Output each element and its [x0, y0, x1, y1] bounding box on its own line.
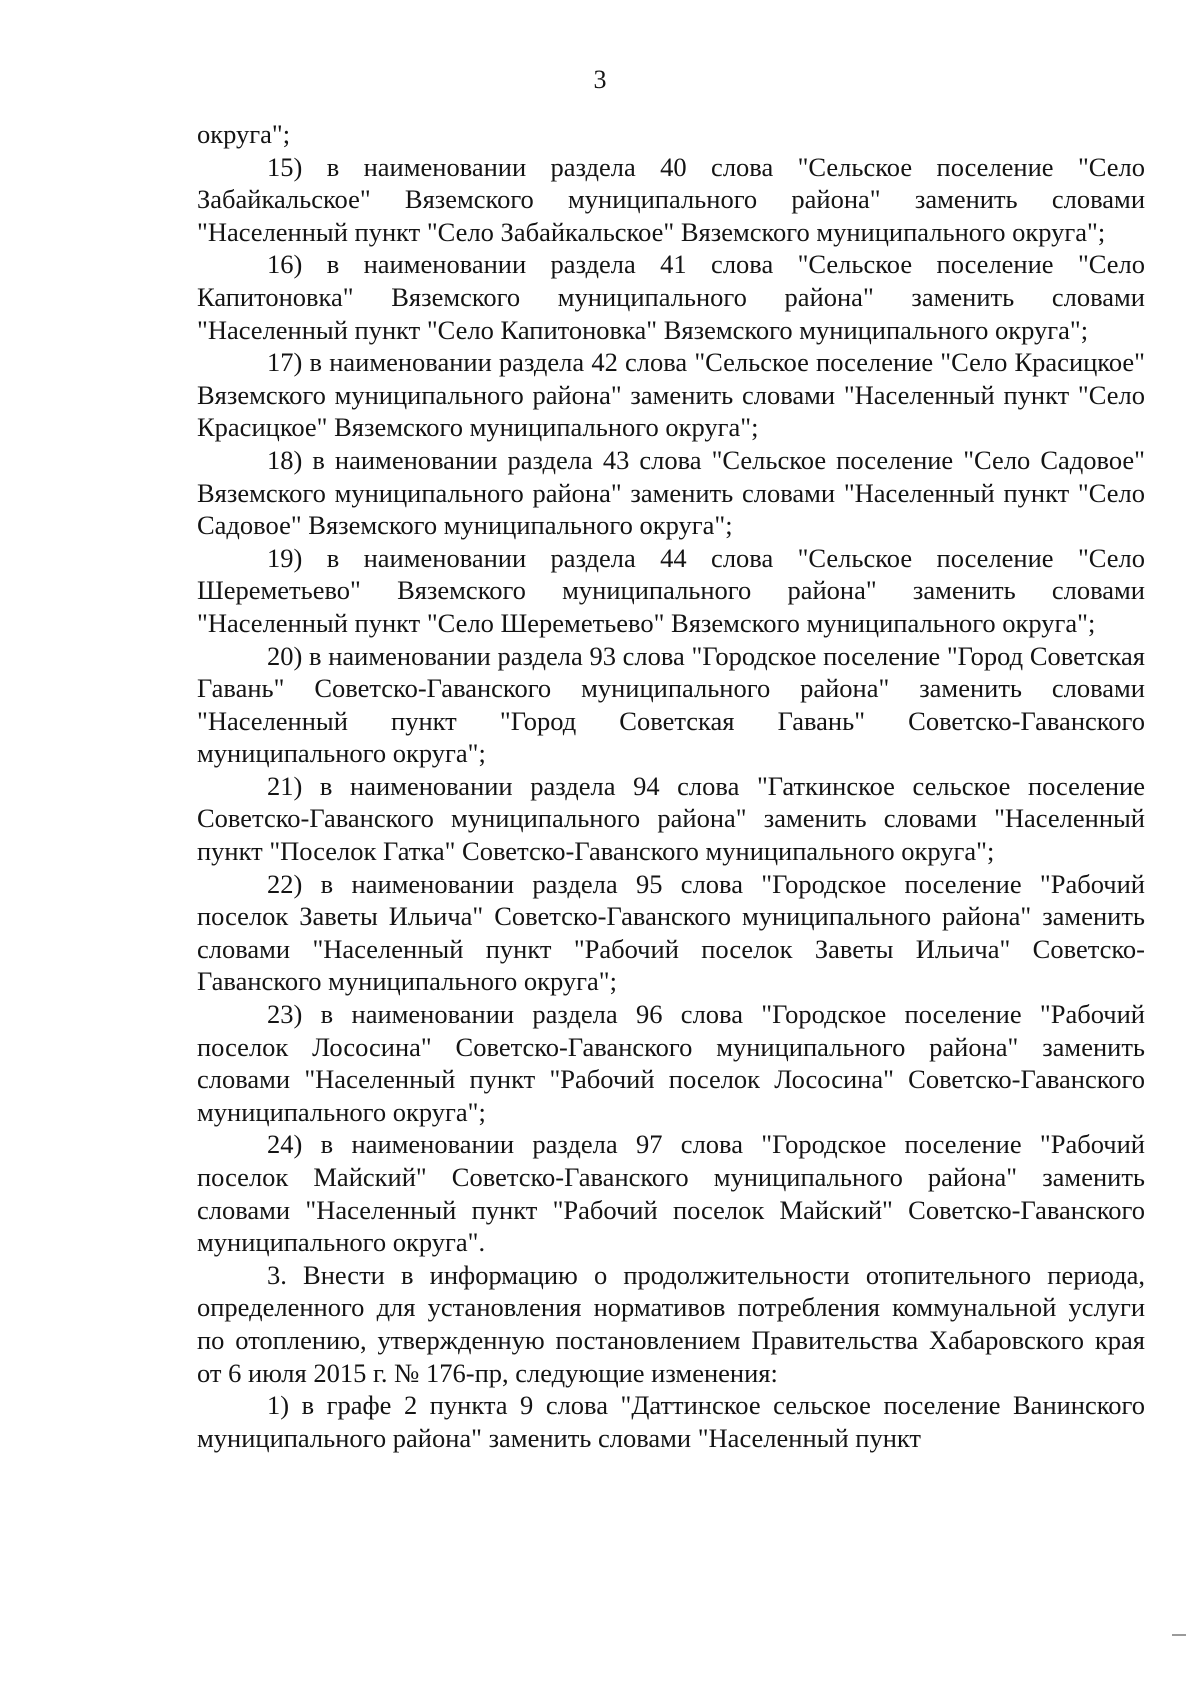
paragraph-item-24: 24) в наименовании раздела 97 слова "Городское поселение "Рабочий поселок Майский" Советско-Гаванского муниципального района" заменить словами "Населенный пункт "Рабочий поселок Майский" Советско-Гаванского муниципального округа". — [197, 1129, 1145, 1258]
paragraph-item-19: 19) в наименовании раздела 44 слова "Сельское поселение "Село Шереметьево" Вяземского муниципального района" заменить словами "Населенный пункт "Село Шереметьево" Вяземского муниципального округа"; — [197, 542, 1145, 638]
paragraph-item-23: 23) в наименовании раздела 96 слова "Городское поселение "Рабочий поселок Лососина" Советско-Гаванского муниципального района" заменить словами "Населенный пункт "Рабочий поселок Лососина" Советско-Гаванского муниципального округа"; — [197, 999, 1145, 1127]
document-body — [197, 118, 1145, 1454]
scan-margin-mark — [1172, 1634, 1186, 1636]
page-number: 3 — [593, 65, 607, 94]
paragraph-item-18: 18) в наименовании раздела 43 слова "Сельское поселение "Село Садовое" Вяземского муниципального района" заменить словами "Населенный пункт "Село Садовое" Вяземского муниципального округа"; — [197, 444, 1145, 541]
paragraph-item-21: 21) в наименовании раздела 94 слова "Гаткинское сельское поселение Советско-Гаванского муниципального района" заменить словами "Населенный пункт "Поселок Гатка" Советско-Гаванского муниципального округа"; — [197, 770, 1145, 867]
paragraph-continuation: округа"; — [197, 119, 291, 149]
paragraph-section-3-item-1: 1) в графе 2 пункта 9 слова "Даттинское сельское поселение Ванинского муниципального района" заменить словами "Населенный пункт — [197, 1390, 1145, 1453]
paragraph-item-17: 17) в наименовании раздела 42 слова "Сельское поселение "Село Красицкое" Вяземского муниципального района" заменить словами "Населенный пункт "Село Красицкое" Вяземского муниципального округа"; — [197, 347, 1145, 443]
paragraph-item-15: 15) в наименовании раздела 40 слова "Сельское поселение "Село Забайкальское" Вяземского муниципального района" заменить словами "Населенный пункт "Село Забайкальское" Вяземского муниципального округа"; — [197, 151, 1145, 247]
paragraph-item-16: 16) в наименовании раздела 41 слова "Сельское поселение "Село Капитоновка" Вяземского муниципального района" заменить словами "Населенный пункт "Село Капитоновка" Вяземского муниципального округа"; — [197, 249, 1145, 345]
paragraph-section-3: 3. Внести в информацию о продолжительности отопительного периода, определенного для установления нормативов потребления коммунальной услуги по отоплению, утвержденную постановлением Правительства Хабаровского края от 6 июля 2015 г. № 176-пр, следующие изменения: — [197, 1259, 1145, 1388]
paragraph-item-22: 22) в наименовании раздела 95 слова "Городское поселение "Рабочий поселок Заветы Ильича" Советско-Гаванского муниципального района" заменить словами "Населенный пункт "Рабочий поселок Заветы Ильича" Советско-Гаванского муниципального округа"; — [197, 868, 1145, 997]
paragraph-item-20: 20) в наименовании раздела 93 слова "Городское поселение "Город Советская Гавань" Советско-Гаванского муниципального района" заменить словами "Населенный пункт "Город Советская Гавань" Советско-Гаванского муниципального округа"; — [197, 640, 1145, 769]
